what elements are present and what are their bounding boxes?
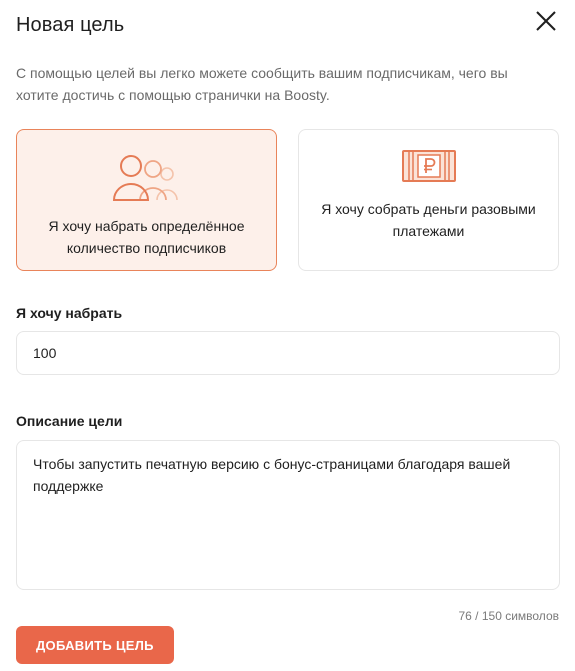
goal-description-label: Описание цели	[16, 413, 123, 429]
goal-type-label: Я хочу набрать определённое количество подписчиков	[48, 218, 245, 256]
subscribers-icon	[107, 154, 187, 204]
dialog-description: С помощью целей вы легко можете сообщить вашим подписчикам, чего вы хотите достичь с помощью странички на Boosty.	[16, 65, 508, 103]
ruble-banknote-icon	[401, 148, 457, 184]
dialog-title: Новая цель	[16, 14, 125, 36]
add-goal-button[interactable]: ДОБАВИТЬ ЦЕЛЬ	[16, 626, 174, 664]
close-button[interactable]	[533, 8, 559, 34]
amount-input[interactable]	[16, 331, 560, 375]
character-counter: 76 / 150 символов	[458, 609, 559, 623]
goal-type-subscribers-card[interactable]	[16, 129, 277, 271]
amount-label: Я хочу набрать	[16, 305, 123, 321]
goal-description-textarea[interactable]	[16, 440, 560, 590]
goal-type-label: Я хочу собрать деньги разовыми платежами	[321, 201, 536, 239]
goal-type-payments-card[interactable]	[298, 129, 559, 271]
close-icon	[533, 8, 559, 34]
